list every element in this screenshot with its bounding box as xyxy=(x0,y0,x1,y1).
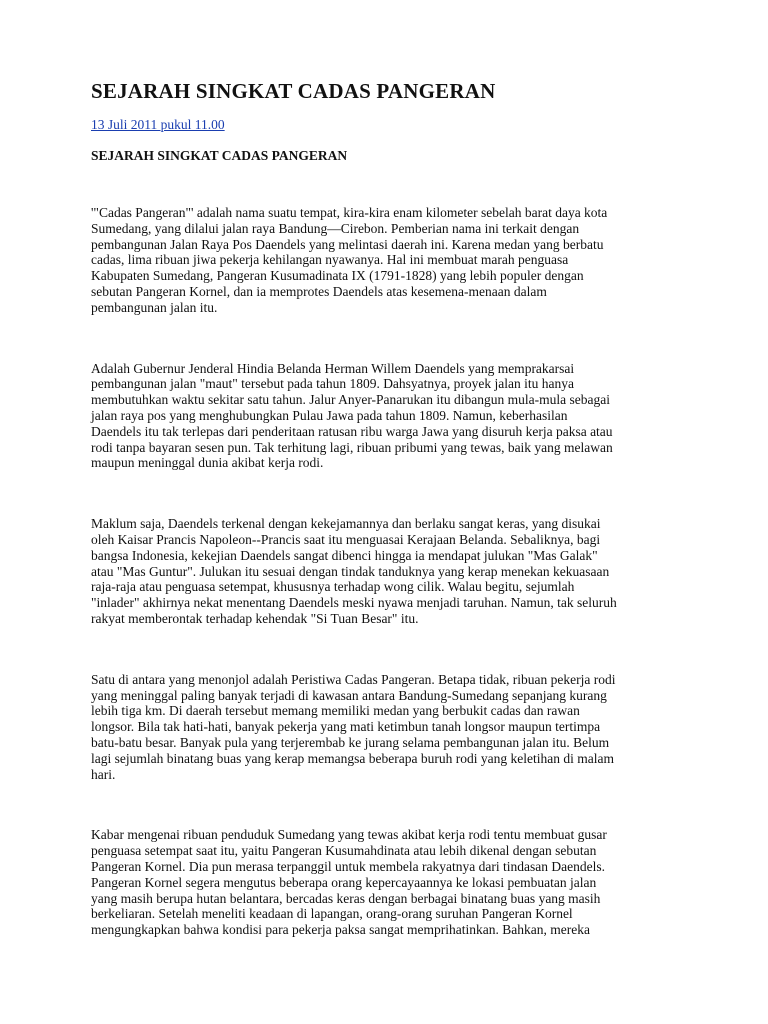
paragraph-2: Adalah Gubernur Jenderal Hindia Belanda Herman Willem Daendels yang memprakarsai pembangunan jalan "maut" tersebut pada tahun 1809. Dahsyatnya, proyek jalan itu hanya membutuhkan waktu sekitar satu tahun. Jalur Anyer-Panarukan itu dibangun mula-mula sebagai jalan raya pos yang menghubungkan Pulau Jawa pada tahun 1809. Namun, keberhasilan Daendels itu tak terlepas dari penderitaan ratusan ribu warga Jawa yang disuruh kerja paksa atau rodi tanpa bayaran sesen pun. Tak terhitung lagi, ribuan pribumi yang tewas, baik yang melawan maupun meninggal dunia akibat kerja rodi. xyxy=(91,360,613,471)
paragraph-4: Satu di antara yang menonjol adalah Peristiwa Cadas Pangeran. Betapa tidak, ribuan pekerja rodi yang meninggal paling banyak terjadi di kawasan antara Bandung-Sumedang sepanjang kurang lebih tiga km. Di daerah tersebut memang memiliki medan yang berbukit cadas dan rawan longsor. Bila tak hati-hati, banyak pekerja yang mati ketimbun tanah longsor maupun tertimpa batu-batu besar. Banyak pula yang terjerembab ke jurang selama pembangunan jalan itu. Belum lagi sejumlah binatang buas yang kerap memangsa beberapa buruh rodi yang keletihan di malam hari. xyxy=(91,671,616,782)
document-title: SEJARAH SINGKAT CADAS PANGERAN xyxy=(91,79,496,103)
document-subtitle: SEJARAH SINGKAT CADAS PANGERAN xyxy=(91,148,348,163)
paragraph-3: Maklum saja, Daendels terkenal dengan kekejamannya dan berlaku sangat keras, yang disukai oleh Kaisar Prancis Napoleon--Prancis saat itu menguasai Kerajaan Belanda. Sebaliknya, bagi bangsa Indonesia, kekejian Daendels sangat dibenci hingga ia mendapat julukan "Mas Galak" atau "Mas Guntur". Julukan itu sesuai dengan tindak tanduknya yang kerap menekan kekuasaan raja-raja atau penguasa setempat, khususnya terhadap wong cilik. Walau begitu, sejumlah "inlader" akhirnya nekat menentang Daendels meski nyawa menjadi taruhan. Namun, tak seluruh rakyat memberontak terhadap kehendak "Si Tuan Besar" itu. xyxy=(91,516,617,626)
paragraph-5: Kabar mengenai ribuan penduduk Sumedang yang tewas akibat kerja rodi tentu membuat gusar penguasa setempat saat itu, yaitu Pangeran Kusumahdinata atau lebih dikenal dengan sebutan Pangeran Kornel. Dia pun merasa terpanggil untuk membela rakyatnya dari tindasan Daendels. Pangeran Kornel segera mengutus beberapa orang kepercayaannya ke lokasi pembuatan jalan yang masih berupa hutan belantara, bercadas keras dengan berbagai binatang buas yang masih berkeliaran. Setelah meneliti keadaan di lapangan, orang-orang suruhan Pangeran Kornel mengungkapkan bahwa kondisi para pekerja paksa sangat memprihatinkan. Bahkan, mereka xyxy=(91,827,607,938)
paragraph-1: '"Cadas Pangeran"' adalah nama suatu tempat, kira-kira enam kilometer sebelah barat daya kota Sumedang, yang dilalui jalan raya Bandung—Cirebon. Pemberian nama ini terkait dengan pembangunan Jalan Raya Pos Daendels yang melintasi daerah ini. Karena medan yang berbatu cadas, lima ribuan jiwa pekerja kehilangan nyawanya. Hal ini membuat marah penguasa Kabupaten Sumedang, Pangeran Kusumadinata IX (1791-1828) yang lebih populer dengan sebutan Pangeran Kornel, dan ia memprotes Daendels atas kesemena-menaan dalam pembangunan jalan itu. xyxy=(91,205,608,315)
document-page xyxy=(91,78,691,938)
date-link[interactable]: 13 Juli 2011 pukul 11.00 xyxy=(91,117,225,132)
